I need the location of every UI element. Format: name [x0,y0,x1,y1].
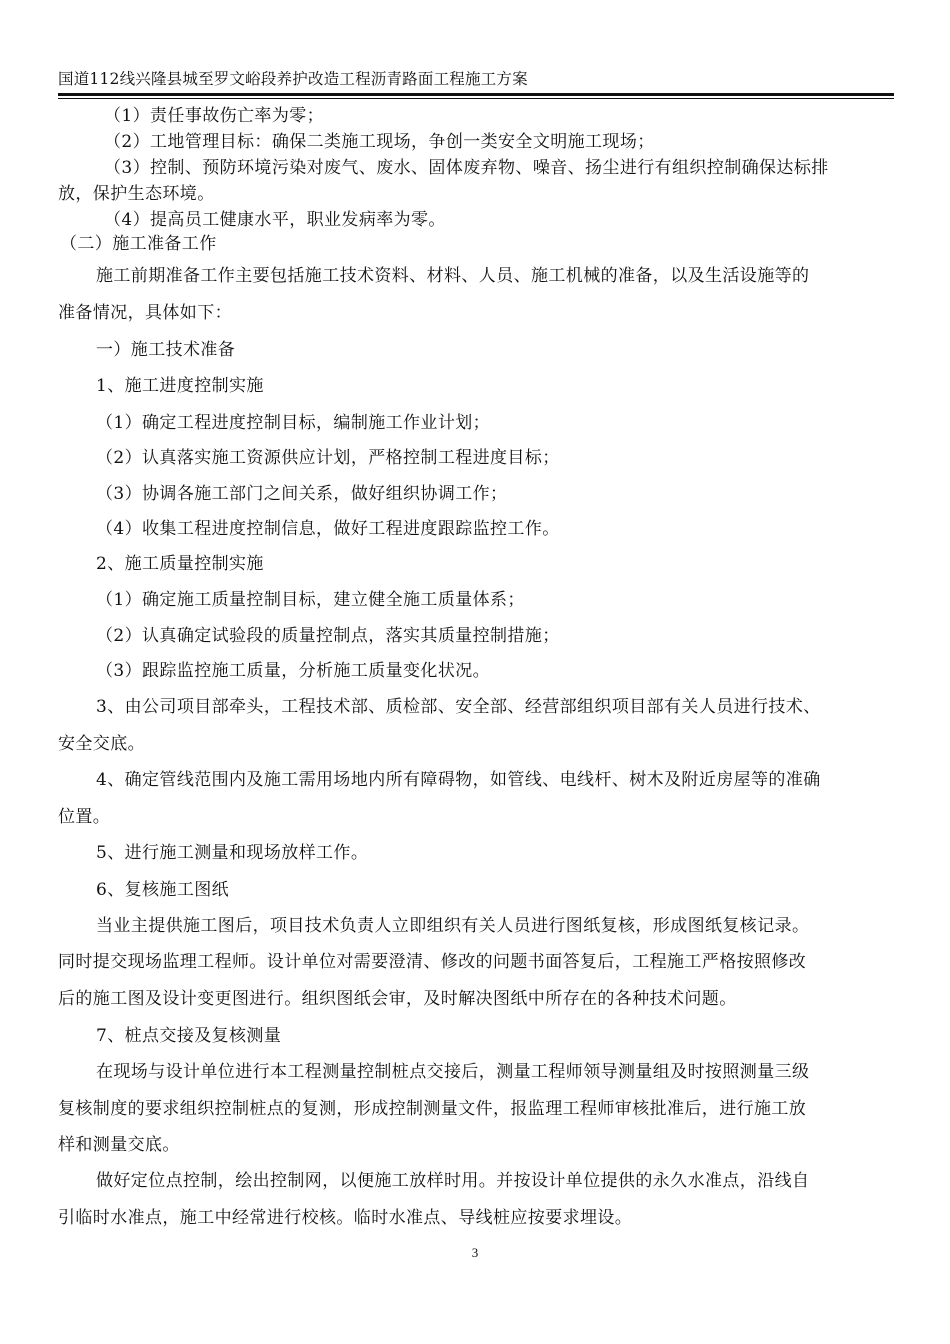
paragraph-line: 当业主提供施工图后，项目技术负责人立即组织有关人员进行图纸复核，形成图纸复核记录。 [96,916,810,936]
paragraph-line: （4）提高员工健康水平，职业发病率为零。 [104,210,446,230]
paragraph-line: （1）确定施工质量控制目标，建立健全施工质量体系； [96,590,525,610]
subsection-heading: 一）施工技术准备 [96,340,236,360]
item-heading: 6、复核施工图纸 [96,880,230,900]
paragraph-line: （1）确定工程进度控制目标，编制施工作业计划； [96,413,491,433]
paragraph-line: （2）认真确定试验段的质量控制点，落实其质量控制措施； [96,626,560,646]
paragraph-line: 5、进行施工测量和现场放样工作。 [96,843,369,863]
paragraph-line: 放，保护生态环境。 [58,184,215,204]
paragraph-line: 样和测量交底。 [58,1135,180,1155]
paragraph-line: （2）工地管理目标：确保二类施工现场，争创一类安全文明施工现场； [104,132,655,152]
paragraph-line: （3）协调各施工部门之间关系，做好组织协调工作； [96,484,508,504]
section-heading: （二）施工准备工作 [60,234,217,254]
paragraph-line: （1）责任事故伤亡率为零； [104,106,325,126]
paragraph-line: 3、由公司项目部牵头，工程技术部、质检部、安全部、经营部组织项目部有关人员进行技术、 [96,697,821,717]
paragraph-line: 安全交底。 [58,734,145,754]
paragraph-line: 复核制度的要求组织控制桩点的复测，形成控制测量文件，报监理工程师审核批准后，进行施工放 [58,1099,807,1119]
paragraph-line: 做好定位点控制，绘出控制网，以便施工放样时用。并按设计单位提供的永久水准点，沿线自 [96,1171,810,1191]
paragraph-line: 在现场与设计单位进行本工程测量控制桩点交接后，测量工程师领导测量组及时按照测量三级 [96,1062,810,1082]
header-rule-thin [58,98,894,99]
paragraph-line: 后的施工图及设计变更图进行。组织图纸会审，及时解决图纸中所存在的各种技术问题。 [58,989,737,1009]
paragraph-line: 引临时水准点，施工中经常进行校核。临时水准点、导线桩应按要求埋设。 [58,1208,633,1228]
page-number: 3 [471,1245,479,1260]
document-header-title: 国道112线兴隆县城至罗文峪段养护改造工程沥青路面工程施工方案 [58,70,528,88]
paragraph-line: 施工前期准备工作主要包括施工技术资料、材料、人员、施工机械的准备，以及生活设施等的 [96,266,810,286]
item-heading: 1、施工进度控制实施 [96,376,264,396]
paragraph-line: （3）控制、预防环境污染对废气、废水、固体废弃物、噪音、扬尘进行有组织控制确保达标排 [104,158,829,178]
paragraph-line: （2）认真落实施工资源供应计划，严格控制工程进度目标； [96,448,560,468]
item-heading: 7、桩点交接及复核测量 [96,1026,282,1046]
item-heading: 2、施工质量控制实施 [96,554,264,574]
paragraph-line: （3）跟踪监控施工质量，分析施工质量变化状况。 [96,661,491,681]
paragraph-line: 准备情况，具体如下： [58,303,232,323]
paragraph-line: 同时提交现场监理工程师。设计单位对需要澄清、修改的问题书面答复后，工程施工严格按照修改 [58,952,807,972]
paragraph-line: 位置。 [58,807,111,827]
paragraph-line: 4、确定管线范围内及施工需用场地内所有障碍物，如管线、电线杆、树木及附近房屋等的准确 [96,770,821,790]
paragraph-line: （4）收集工程进度控制信息，做好工程进度跟踪监控工作。 [96,519,560,539]
header-rule-thick [58,93,894,96]
